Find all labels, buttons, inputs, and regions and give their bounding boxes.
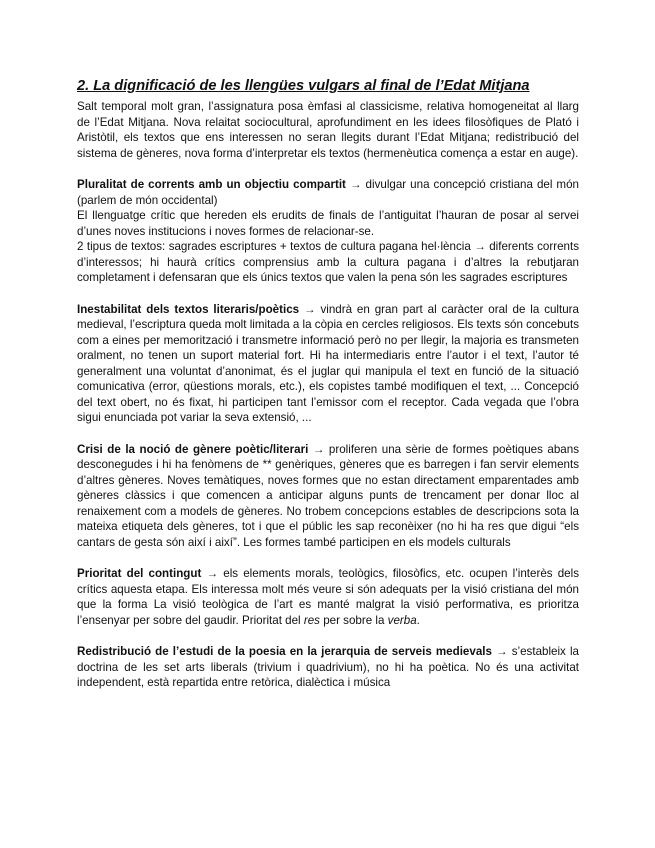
redistribution-lead: Redistribució de l’estudi de la poesia en la jerarquia de serveis medievals <box>77 645 492 658</box>
document-page <box>77 78 579 691</box>
genre-crisis-paragraph <box>77 442 579 551</box>
content-priority-lead: Prioritat del contingut <box>77 567 202 580</box>
plurality-paragraph-3: 2 tipus de textos: sagrades escriptures + textos de cultura pagana hel·lència → diferents corrents d’interessos; hi haurà crítics comprensius amb la cultura pagana i d’altres la rebutjaran completament i defensaran que els únics textos que valen la pena són les sagrades escriptures <box>77 240 579 284</box>
plurality-lead: Pluralitat de corrents amb un objectiu compartit <box>77 178 346 191</box>
genre-crisis-text: → proliferen una sèrie de formes poètiques abans desconegudes i hi ha fenòmens de ** genèriques, gèneres que es barregen i fan servir elements d’altres gèneres. Noves temàtiques, noves formes que no estan directament emparentades amb gèneres clàssics i que comencen a anticipar alguns punts de trencament per donar lloc al renaixement com a models de gèneres. No trobem concepcions estables de descripcions sota la mateixa etiqueta dels gèneres, tot i que el públic les sap reconèixer (no hi ha res que digui “els cantars de gesta són així i així”. Les formes també participen en els models culturals <box>77 442 579 549</box>
plurality-text: → divulgar una concepció cristiana del món (parlem de món occidental) <box>77 178 579 207</box>
verba-term: verba <box>387 613 417 627</box>
instability-lead: Inestabilitat dels textos literaris/poètics <box>77 302 300 316</box>
instability-paragraph <box>77 302 579 426</box>
content-priority-end: . <box>416 613 420 627</box>
section-heading: 2. La dignificació de les llengües vulgars al final de l’Edat Mitjana <box>77 78 530 94</box>
genre-crisis-lead: Crisi de la noció de gènere poètic/literari <box>77 442 309 456</box>
redistribution-paragraph <box>77 644 579 691</box>
intro-paragraph: Salt temporal molt gran, l’assignatura posa èmfasi al classicisme, relativa homogeneitat al llarg de l’Edat Mitjana. Nova relaitat sociocultural, aprofundiment en les idees filosòfiques de Plató i Aristòtil, els textos que ens interessen no seran llegits durant l’Edat Mitjana; redistribució del sistema de gèneres, nova forma d’interpretar els textos (hermenèutica comença a estar en auge). <box>77 100 579 160</box>
content-priority-mid: per sobre la <box>319 613 388 627</box>
content-priority-text: → els elements morals, teològics, filosòfics, etc. ocupen l’interès dels crítics aquesta etapa. Els interessa molt més veure si són adequats per la visió cristiana del món que la forma La visió teològica de l’art es manté malgrat la visió performativa, es prioritza l’ensenyar per sobre del gaudir. Prioritat del <box>77 567 579 627</box>
content-priority-paragraph <box>77 566 579 628</box>
redistribution-text: → s’estableix la doctrina de les set arts liberals (trivium i quadrivium), no hi ha poètica. No és una activitat independent, està repartida entre retòrica, dialèctica i música <box>77 645 579 689</box>
plurality-paragraph <box>77 177 579 208</box>
plurality-paragraph-2: El llenguatge crític que hereden els erudits de finals de l’antiguitat l’hauran de posar al servei d’unes noves institucions i noves formes de relacionar-se. <box>77 209 579 238</box>
instability-text: → vindrà en gran part al caràcter oral de la cultura medieval, l’escriptura queda molt limitada a la còpia en cercles religiosos. Els texts són concebuts com a eines per memorització i transmetre informació però no per llegir, la majoria es transmeten oralment, no tenen un suport material fort. Hi ha intermediaris entre l’autor i el text, l’autor té generalment una voluntat d’anonimat, és el juglar qui manipula el text en funció de la situació comunicativa (error, qüestions morals, etc.), els copistes també modifiquen el text, ... Concepció del text obert, no és fixat, hi participen tant l’emissor com el receptor. Cada vegada que l’obra sigui enunciada pot variar la seva extensió, ... <box>77 302 579 424</box>
res-term: res <box>303 613 320 627</box>
